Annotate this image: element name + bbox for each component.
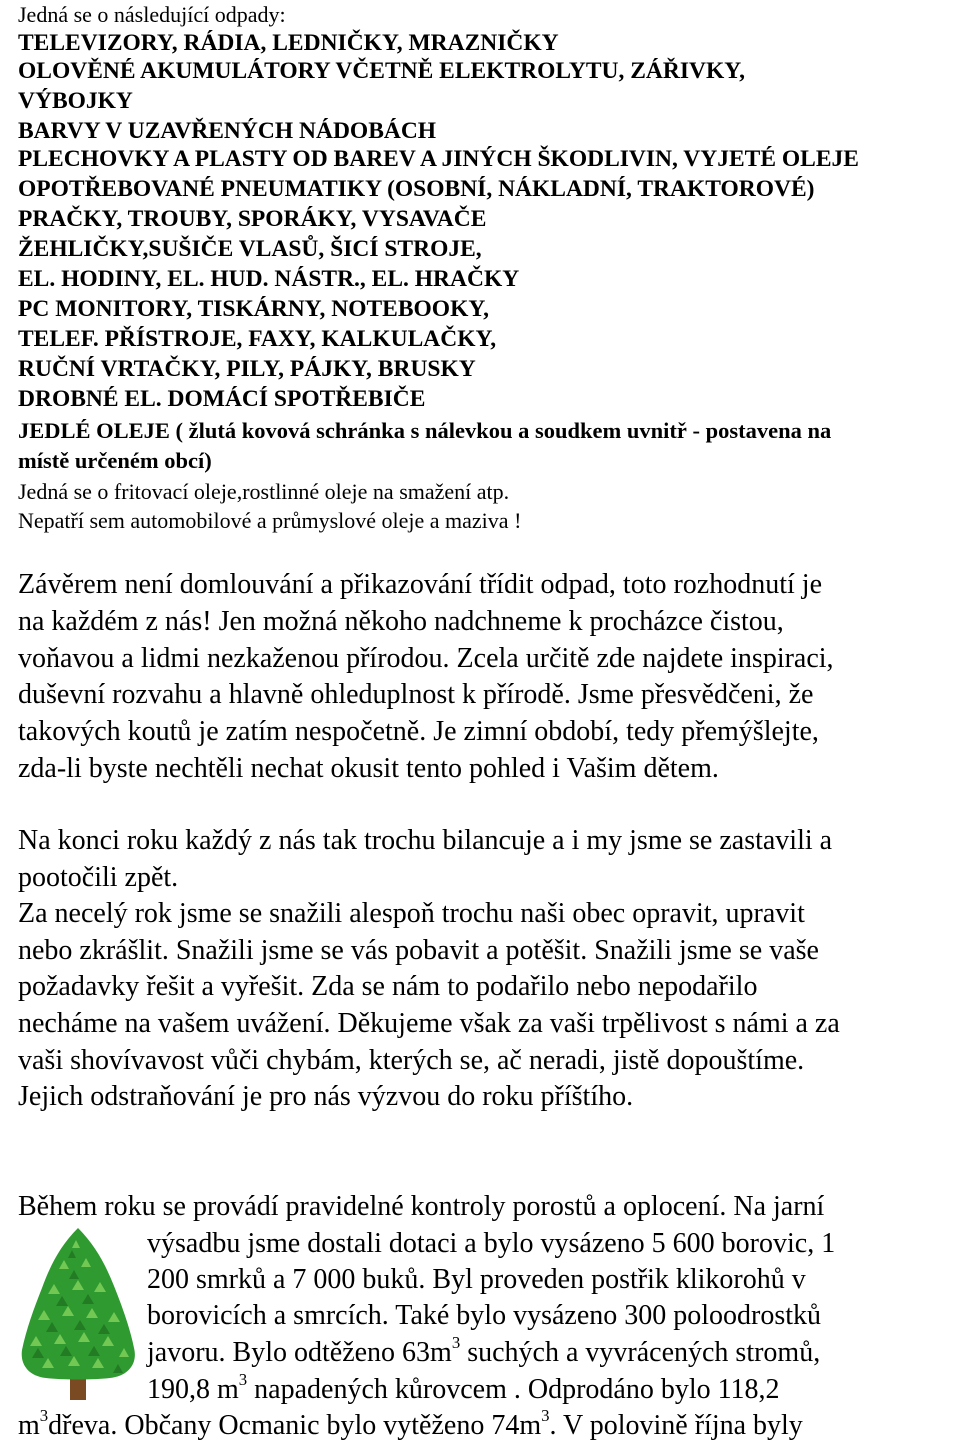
- oil-heading-cont: místě určeném obcí): [18, 448, 212, 473]
- paragraph-line: zda-li byste nechtěli nechat okusit tento pohled i Vašim dětem.: [18, 753, 719, 784]
- paragraph-line: 200 smrků a 7 000 buků. Byl proveden postřik klikorohů v: [147, 1264, 806, 1295]
- list-item: VÝBOJKY: [18, 88, 133, 114]
- text-run: javoru. Bylo odtěženo 63m: [147, 1337, 452, 1368]
- superscript: 3: [238, 1370, 248, 1390]
- paragraph-line: duševní rozvahu a hlavně ohleduplnost k přírodě. Jsme přesvědčeni, že: [18, 679, 814, 710]
- paragraph-line: [147, 1370, 780, 1405]
- paragraph-line: borovicích a smrcích. Také bylo vysázeno 300 poloodrostků: [147, 1300, 822, 1331]
- oil-note: Jedná se o fritovací oleje,rostlinné oleje na smažení atp.: [18, 479, 510, 504]
- intro-text: Jedná se o následující odpady:: [18, 2, 286, 27]
- paragraph-line: Jejich odstraňování je pro nás výzvou do roku příštího.: [18, 1081, 634, 1112]
- paragraph-line: požadavky řešit a vyřešit. Zda se nám to podařilo nebo nepodařilo: [18, 971, 758, 1002]
- list-item: OLOVĚNÉ AKUMULÁTORY VČETNĚ ELEKTROLYTU, ZÁŘIVKY,: [18, 58, 745, 84]
- paragraph-line: Za necelý rok jsme se snažili alespoň trochu naši obec opravit, upravit: [18, 898, 805, 929]
- paragraph-line: [18, 1406, 803, 1441]
- paragraph-line: [147, 1333, 821, 1368]
- text-run: dřeva. Občany Ocmanic bylo vytěženo 74m: [48, 1410, 542, 1441]
- list-item: ŽEHLIČKY,SUŠIČE VLASŮ, ŠICÍ STROJE,: [18, 236, 482, 262]
- list-item: PC MONITORY, TISKÁRNY, NOTEBOOKY,: [18, 296, 490, 322]
- list-item: TELEVIZORY, RÁDIA, LEDNIČKY, MRAZNIČKY: [18, 30, 559, 56]
- superscript: 3: [451, 1333, 461, 1353]
- paragraph-line: voňavou a lidmi nezkaženou přírodou. Zcela určitě zde najdete inspiraci,: [18, 643, 834, 674]
- list-item: OPOTŘEBOVANÉ PNEUMATIKY (OSOBNÍ, NÁKLADNÍ, TRAKTOROVÉ): [18, 176, 815, 202]
- text-run: 190,8 m: [147, 1374, 239, 1405]
- paragraph-line: takových koutů je zatím nespočetně. Je zimní období, tedy přemýšlejte,: [18, 716, 819, 747]
- text-run: . V polovině října byly: [549, 1410, 803, 1441]
- superscript: 3: [541, 1406, 550, 1426]
- list-item: PRAČKY, TROUBY, SPORÁKY, VYSAVAČE: [18, 206, 487, 232]
- oil-heading: JEDLÉ OLEJE ( žlutá kovová schránka s nálevkou a soudkem uvnitř - postavena na: [18, 418, 832, 443]
- paragraph-line: necháme na vašem uvážení. Děkujeme však za vaši trpělivost s námi a za: [18, 1008, 840, 1039]
- paragraph-line: Na konci roku každý z nás tak trochu bilancuje a i my jsme se zastavili a: [18, 825, 833, 856]
- text-run: suchých a vyvrácených stromů,: [460, 1337, 821, 1368]
- paragraph-line: Během roku se provádí pravidelné kontroly porostů a oplocení. Na jarní: [18, 1191, 825, 1222]
- list-item: PLECHOVKY A PLASTY OD BAREV A JINÝCH ŠKODLIVIN, VYJETÉ OLEJE: [18, 146, 859, 172]
- superscript: 3: [39, 1406, 49, 1426]
- paragraph-line: nebo zkrášlit. Snažili jsme se vás pobavit a potěšit. Snažili jsme se vaše: [18, 935, 819, 966]
- oil-warning: Nepatří sem automobilové a průmyslové oleje a maziva !: [18, 508, 522, 533]
- list-item: TELEF. PŘÍSTROJE, FAXY, KALKULAČKY,: [18, 326, 497, 352]
- paragraph-line: na každém z nás! Jen možná někoho nadchneme k procházce čistou,: [18, 606, 784, 637]
- paragraph-line: pootočili zpět.: [18, 862, 179, 893]
- list-item: DROBNÉ EL. DOMÁCÍ SPOTŘEBIČE: [18, 386, 426, 412]
- list-item: RUČNÍ VRTAČKY, PILY, PÁJKY, BRUSKY: [18, 356, 476, 382]
- text-run: napadených kůrovcem . Odprodáno bylo 118,2: [247, 1374, 780, 1405]
- list-item: EL. HODINY, EL. HUD. NÁSTR., EL. HRAČKY: [18, 266, 520, 292]
- tree-illustration: [16, 1226, 140, 1402]
- text-run: m: [18, 1410, 40, 1441]
- list-item: BARVY V UZAVŘENÝCH NÁDOBÁCH: [18, 118, 437, 144]
- paragraph-line: vaši shovívavost vůči chybám, kterých se, ač neradi, jistě dopouštíme.: [18, 1045, 805, 1076]
- paragraph-line: výsadbu jsme dostali dotaci a bylo vysázeno 5 600 borovic, 1: [147, 1228, 836, 1259]
- paragraph-line: Závěrem není domlouvání a přikazování třídit odpad, toto rozhodnutí je: [18, 569, 823, 600]
